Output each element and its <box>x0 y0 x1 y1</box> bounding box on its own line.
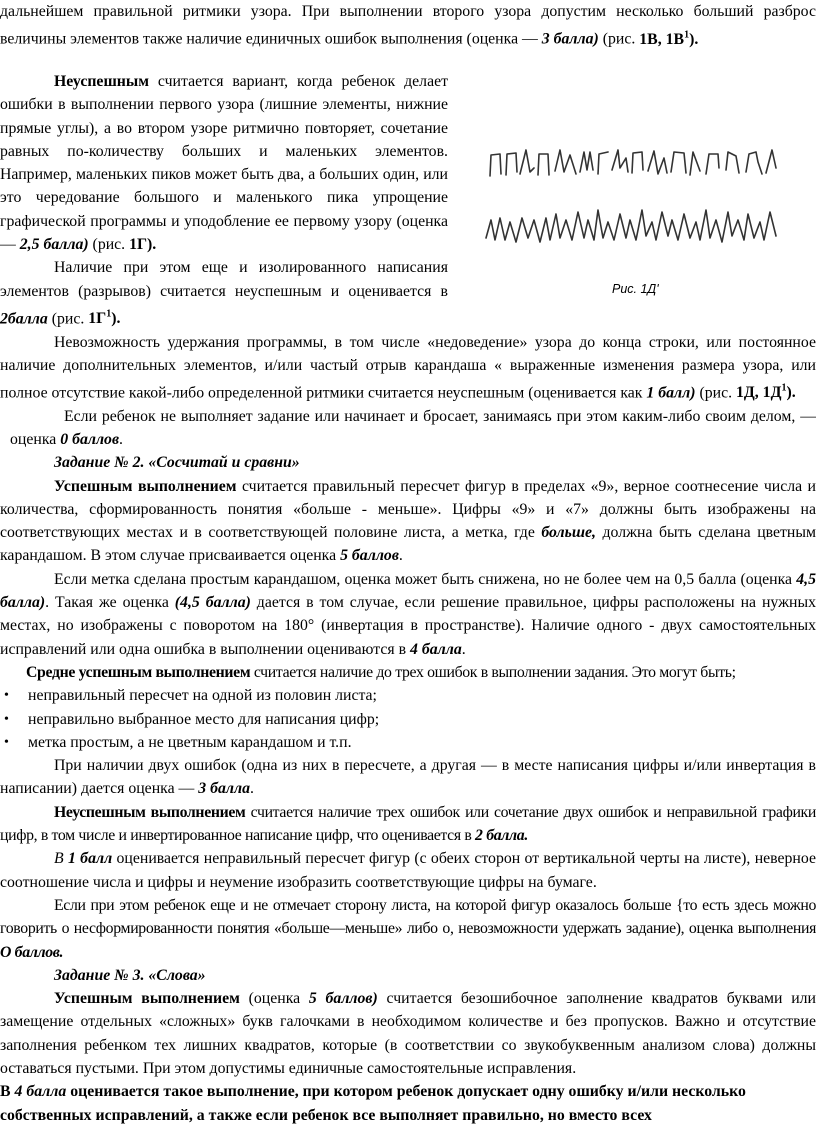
paragraph-text: (оценка <box>239 990 309 1008</box>
figure-ref-sup: 1 <box>106 308 112 320</box>
ref-end: . <box>461 640 466 658</box>
score: 3 балла) <box>541 30 599 48</box>
task2-title <box>0 451 816 474</box>
section-heading: Задание № 3. «Слова» <box>54 966 206 984</box>
paragraph-text: В <box>54 850 68 868</box>
paragraph-text: должна быть сделана цветным карандашом. В этом случае присваивается оценка <box>0 524 816 565</box>
ref-text: (рис. <box>88 236 130 254</box>
paragraph-text: дается в том случае, если решение правильное, цифры расположены на нужных местах, но изображены с поворотом на 180° (инвертация в пространстве). Наличие одного - двух самостоятельных исправлений или одна ошибка в выполнении оцениваются в <box>0 594 816 658</box>
paragraph-text: Наличие при этом еще и изолированного написания элементов (разрывов) считается неуспешным и оценивается в <box>0 259 448 300</box>
ref-end: . <box>398 547 403 565</box>
paragraph-text: оценивается неправильный пересчет фигур (с обеих сторон от вертикальной черты на листе), неверное соотношение числа и цифры и неумение изобразить соответствующие цифры на бумаге. <box>0 850 816 891</box>
wrap-float <box>448 140 816 280</box>
figure-ref: 1Д, 1Д <box>736 384 782 402</box>
paragraph-text: При наличии двух ошибок (одна из них в пересчете, а другая — в месте написания цифры и/или инвертация в написании) дается оценка — <box>0 757 816 798</box>
figure-caption: Рис. 1Д' <box>612 282 659 296</box>
score: 2балла <box>0 310 48 328</box>
paragraph-text: считается вариант, когда ребенок делает ошибки в выполнении первого узора (лишние элементы, нижние прямые углы), а во втором узоре ритмично повторяет, сочетание равных по-количеству больших и маленьких элементов. Например, маленьких пиков может быть два, а больших один, или это чередование большого и маленького пика упрощение графической программы и уподобление ее первому узору (оценка — <box>0 73 448 254</box>
wrapped-paragraphs <box>0 70 816 1127</box>
p7-text <box>0 568 816 661</box>
p10-text <box>0 801 816 848</box>
p14-text <box>0 1080 816 1127</box>
ref-end: ). <box>689 30 699 48</box>
p13-text <box>0 987 816 1080</box>
ref-end: ). <box>786 384 796 402</box>
paragraph-text: считается правильный пересчет фигур в пределах «9», верное соотнесение числа и количества, сформированность понятия «больше - меньше». Цифры «9» и «7» должны быть изображены на соответствующих местах и в соответствующей половине листа, а метка, где <box>0 477 816 542</box>
paragraph-text: считается наличие до трех ошибок в выполнении задания. Это могут быть; <box>250 663 736 681</box>
score: О баллов. <box>0 943 64 961</box>
task3-title <box>0 964 816 987</box>
score: 4 балла <box>410 640 462 658</box>
paragraph-text: . Такая же оценка <box>45 594 175 612</box>
paragraph-text: Если метка сделана простым карандашом, оценка может быть снижена, но не более чем на 0,5 балла (оценка <box>54 570 797 588</box>
figure-ref: 1В, 1В <box>639 30 685 48</box>
list-item: • неправильный пересчет на одной из половин листа; <box>0 684 816 707</box>
paragraph-text: Невозможность удержания программы, в том числе «недоведение» узора до конца строки, или постоянное наличие дополнительных элементов, и/или частый отрыв карандаша « выраженные изменения размера узора, или полное отсутствие какой-либо определенной ритмики считается неуспешным (оценивается как <box>0 333 816 402</box>
paragraph-text: считается наличие трех ошибок или сочетание двух ошибок и неправильной графики цифр, в том числе и инвертированное написание цифр, что оценивается в <box>0 803 816 845</box>
ref-end: . <box>250 780 254 798</box>
p6-text <box>0 475 816 568</box>
score: 3 балла <box>198 780 251 798</box>
score: 1 балл) <box>646 384 696 402</box>
score: (4,5 балла) <box>174 594 251 612</box>
ref-text: (рис. <box>598 30 640 48</box>
paragraph-text: считается безошибочное заполнение квадратов буквами или замещение отдельных «сложных» букв галочками в необходимом количестве и без пропусков. Важно и отсутствие заполнения ребенком тех лишних квадратов, которые (в соответствии со звукобуквенным анализом слова) должны оставаться пустыми. При этом допустимы единичные самостоятельные исправления. <box>0 990 816 1077</box>
paragraph-text: дальнейшем правильной ритмики узора. При выполнении второго узора допустим несколько больший разброс величины элементов также наличие единичных ошибок выполнения (оценка — <box>0 3 816 48</box>
p12-text <box>0 894 816 964</box>
error-list <box>0 684 816 754</box>
paragraph-text: В <box>0 1083 15 1101</box>
section-heading: Задание № 2. «Сосчитай и сравни» <box>54 454 300 472</box>
p5-text <box>0 405 816 452</box>
figure-ref: 1Г <box>129 236 148 254</box>
score: 5 баллов <box>340 547 399 565</box>
score: 0 баллов <box>60 430 120 448</box>
lead-term: Успешным выполнением <box>54 477 237 495</box>
list-item: • неправильно выбранное место для написания цифр; <box>0 708 816 731</box>
ref-text: (рис. <box>47 310 89 328</box>
p4-text <box>0 331 816 405</box>
figure-ref: 1Г <box>88 310 107 328</box>
list-item: • метка простым, а не цветным карандашом и т.п. <box>0 731 816 754</box>
lead-term: Неуспешным выполнением <box>54 803 246 821</box>
ref-text: (рис. <box>695 384 737 402</box>
lead-term: Неуспешным <box>54 73 149 90</box>
score: 2,5 балла) <box>19 236 89 254</box>
paragraph-text: Если при этом ребенок еще и не отмечает сторону листа, на которой фигур оказалось больше {то есть здесь можно говорить о несформированности понятия «больше—меньше» либо о, невозможности удержать задание), оценка выполнения <box>0 896 816 938</box>
paragraph-text: Если ребенок не выполняет задание или начинает и бросает, занимаясь при этом каким-либо своим делом, — оценка <box>10 407 816 448</box>
paragraph-text: оценивается такое выполнение, при котором ребенок допускает одну ошибку и/или несколько собственных исправлений, а также если ребенок все выполняет правильно, но вместо всех <box>0 1083 746 1124</box>
ref-end: ). <box>111 310 121 328</box>
ref-end: . <box>119 430 123 448</box>
score: 4,5 балла) <box>0 570 816 612</box>
figure-ref-sup: 1 <box>781 383 787 395</box>
score: 2 балла. <box>475 827 528 845</box>
lead-term: Успешным выполнением <box>54 990 240 1008</box>
paragraph-1 <box>0 0 816 51</box>
score: 4 балла <box>14 1083 67 1101</box>
figure-ref-sup: 1 <box>684 29 690 41</box>
p8-text <box>0 661 816 684</box>
lead-term: Средне успешным выполнением <box>26 663 251 681</box>
score: 5 баллов) <box>308 990 378 1008</box>
ref-end: ). <box>147 236 157 254</box>
p9-text <box>0 754 816 801</box>
emphasis: больше, <box>541 524 596 542</box>
score: 1 балл <box>67 850 113 868</box>
p11-text <box>0 847 816 894</box>
